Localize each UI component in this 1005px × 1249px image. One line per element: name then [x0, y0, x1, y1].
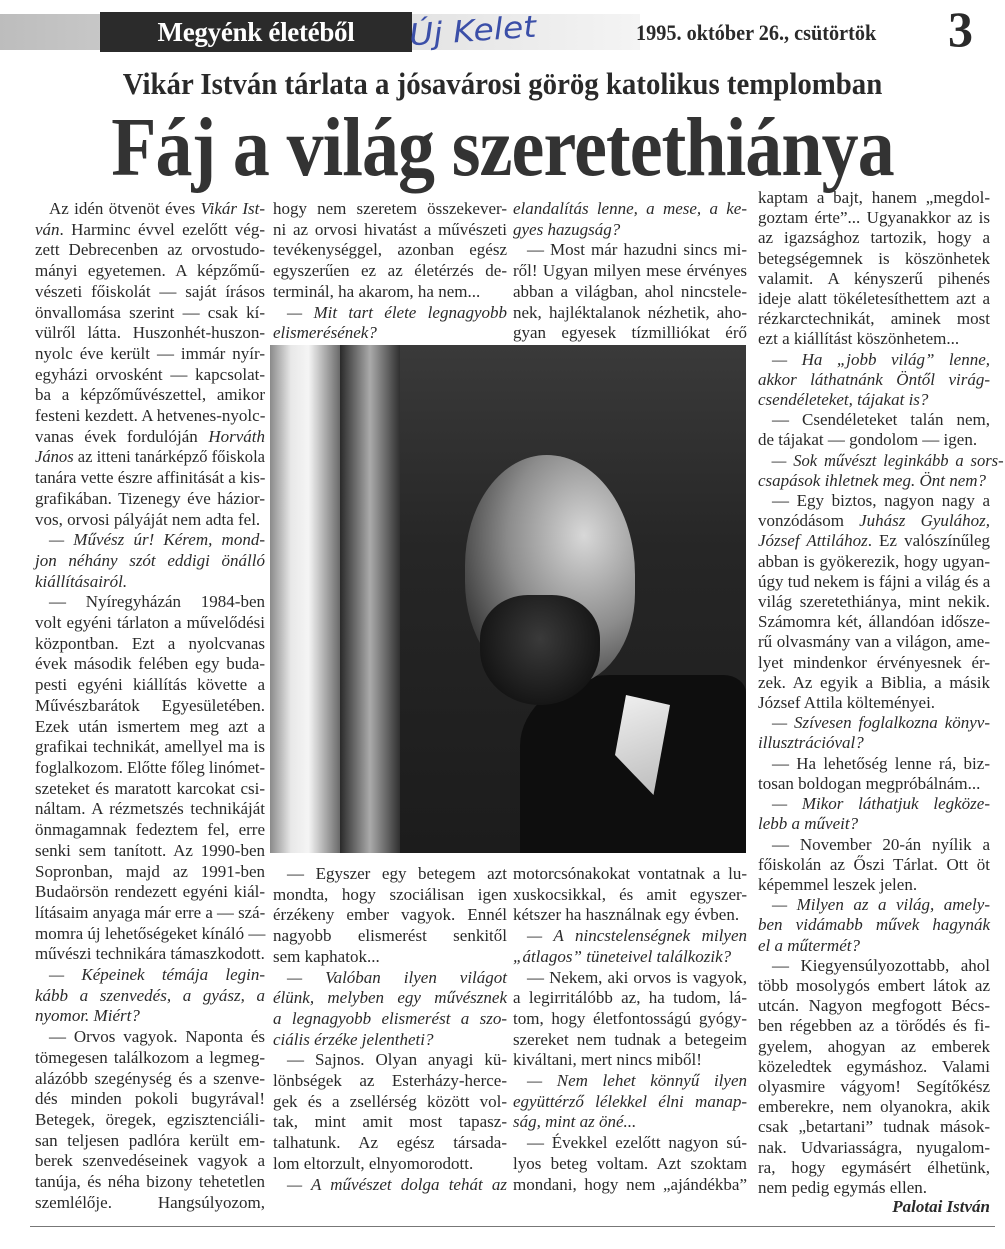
article-text-line: foglalkozom. Előtte főleg linómet- — [35, 757, 266, 777]
article-text-line: kább a szenvedés, a gyász, a — [35, 985, 265, 1005]
article-text-line: xuskocsikkal, és amit egyszer- — [513, 884, 747, 904]
article-text-line: vanas évek fordulóján Horváth — [35, 426, 265, 446]
article-kicker: Vikár István tárlata a jósavárosi görög katolikus templomban — [122, 66, 883, 101]
article-text-line: lyet mindenkor érvényesnek ér- — [758, 652, 990, 672]
article-text-line: szemlélője. Hangsúlyozom, — [35, 1192, 265, 1212]
article-text-line: — A művészet dolga tehát az — [287, 1174, 507, 1194]
article-text-line: dés minden pokoli bugyrával! — [35, 1089, 265, 1109]
article-text-line: tanúja, és néha bizony tehetetlen — [35, 1172, 265, 1192]
italic-name: ván — [35, 219, 60, 239]
article-text-line: ciális érzéke jelentheti? — [273, 1029, 434, 1049]
article-column-2-bottom — [273, 864, 507, 1195]
article-text-line: zett Debrecenben az orvostudo- — [35, 240, 265, 260]
article-text-line: lebb a műveit? — [758, 814, 859, 834]
article-text-line: lításaim anyaga már erre a — szá- — [35, 902, 266, 922]
article-text-line: csapások ihletnek meg. Önt nem? — [758, 470, 987, 490]
article-text-line: tak, mint amit most tapasz- — [273, 1112, 507, 1132]
article-text-line: — Egy biztos, nagyon nagy a — [772, 491, 990, 511]
article-text-line: terminál, ha akarom, ha nem... — [273, 281, 481, 301]
article-text-line: valamit. A kényszerű pihenés — [758, 268, 990, 288]
article-text-line: — Csendéleteket talán nem, — [772, 410, 990, 430]
author-signature: Palotai István — [892, 1197, 990, 1216]
article-text-line: Sopronban, majd az 1991-ben — [35, 861, 265, 881]
article-text-line: — Sajnos. Olyan anyagi kü- — [287, 1050, 507, 1070]
article-text-line: illusztrációval? — [758, 733, 864, 753]
article-text-line: évek második felében egy buda- — [35, 654, 265, 674]
article-text-line: — November 20-án nyílik a — [772, 834, 990, 854]
article-text-line: utcán. Nagyon megfogott Bécs- — [758, 996, 990, 1016]
article-text-line: Ezek után ismertem meg azt a — [35, 716, 265, 736]
article-text-line: vos, orvosi pályáját nem adta fel. — [35, 509, 261, 529]
article-text-line: — Valóban ilyen világot — [287, 967, 507, 987]
article-text-line: Művészbarátok Egyesületében. — [35, 695, 265, 715]
article-text-line: gyes hazugság? — [513, 219, 621, 239]
article-text-line: együttérző lélekkel élni manap- — [513, 1091, 747, 1111]
article-text-line: — Orvos vagyok. Naponta és — [49, 1027, 265, 1047]
article-text-line: kiállításairól. — [35, 571, 128, 591]
italic-name: József Attilához — [758, 531, 868, 551]
article-text-line: József Attilához. Ez valószínűleg — [758, 531, 990, 551]
article-text-line: — Ha lehetőség lenne rá, biz- — [772, 753, 990, 773]
article-text-line: tanára vette észre affinitását a kis- — [35, 468, 266, 488]
article-text-line: vészeti főiskolát — saját írásos — [35, 281, 265, 301]
article-text-line: a legnagyobb elismerést a szo- — [273, 1008, 507, 1028]
article-text-line: kaptam a bajt, hanem „megdol- — [758, 188, 990, 207]
article-text-line: — Most már hazudni sincs mi- — [527, 240, 747, 260]
article-text-line: mányi egyetemen. A képzőmű- — [35, 261, 265, 281]
article-text-line: goztam érte”... Ugyanakkor az is — [758, 208, 990, 228]
article-text-line: alázóbb szegénység és a szenve- — [35, 1068, 265, 1088]
article-text-line: ben régebben az a törődés és fi- — [758, 1016, 990, 1036]
article-text-line: ván. Harminc évvel ezelőtt vég- — [35, 219, 265, 239]
article-text-line: lönbségek az Esterházy-herce- — [273, 1071, 507, 1091]
article-text-line: kétszer ha használnak egy évben. — [513, 905, 740, 925]
article-text-line: san teljesen padlóra került em- — [35, 1130, 265, 1150]
article-column-1 — [35, 199, 265, 1213]
article-column-2-top — [273, 199, 507, 344]
article-text-line: — A nincstelenségnek milyen — [527, 926, 747, 946]
article-text-line: volt egyéni tárlaton a művelődési — [35, 613, 265, 633]
article-text-line: ra, hogy egymásért élhetünk, — [758, 1157, 990, 1177]
page-number: 3 — [948, 1, 973, 57]
article-text-line: nyolc éve került — immár nyír- — [35, 343, 265, 363]
article-text-line: olyasmire vágyom! Segítőkész — [758, 1076, 990, 1096]
article-text-line: Számomra két, állandóan idősze- — [758, 612, 990, 632]
article-text-line: gek és a zsellérség között vol- — [273, 1091, 507, 1111]
article-text-line: tom, hogy életfontosságú gyógy- — [513, 1008, 747, 1028]
article-text-line: grafikában. Tizenegy éve házior- — [35, 488, 265, 508]
article-text-line: — Mit tart élete legnagyobb — [287, 302, 507, 322]
italic-name: Vikár Ist- — [200, 199, 265, 218]
article-column-4 — [758, 188, 1004, 1198]
article-text-line: „átlagos” tüneteivel találkozik? — [513, 946, 732, 966]
article-text-line: világ szeretethiánya, mint nekik. — [758, 592, 990, 612]
article-text-line: érzékeny ember vagyok. Ennél — [273, 905, 507, 925]
italic-name: Horváth — [208, 426, 265, 446]
article-text-line: egyszerűen ez az életérzés de- — [273, 261, 507, 281]
article-text-line: el a műtermét? — [758, 935, 860, 955]
article-text-line: vonzódásom Juhász Gyulához, — [758, 511, 990, 531]
article-text-line: momra új lehetőségeket kínáló — — [35, 923, 266, 943]
article-text-line: sem kaphatok... — [273, 946, 380, 966]
article-text-line: csendéleteket, tájakat is? — [758, 390, 929, 410]
article-text-line: — Kiegyensúlyozottabb, ahol — [772, 955, 990, 975]
article-text-line: — Képeinek témája legin- — [49, 965, 265, 985]
article-text-line: ben vidámabb művek hagynák — [758, 915, 990, 935]
italic-name: János — [35, 447, 74, 467]
article-text-line: elandalítás lenne, a mese, a ke- — [513, 199, 747, 218]
italic-name: Juhász Gyulához, — [859, 511, 990, 531]
article-text-line: Betegek, öregek, egzisztenciáli- — [35, 1109, 265, 1129]
article-column-3-bottom — [513, 864, 747, 1195]
article-text-line: közeledtek egymáshoz. Valami — [758, 1056, 990, 1076]
article-text-line: betegségemnek is köszönhetek — [758, 248, 990, 268]
article-text-line: nyomor. Miért? — [35, 1006, 140, 1026]
article-text-line: kiváltani, mert nincs miből! — [513, 1050, 702, 1070]
article-text-line: tosan boldogan megpróbálnám... — [758, 773, 981, 793]
issue-date: 1995. október 26., csütörtök — [636, 20, 877, 45]
article-text-line: egyházi orvosként — kapcsolat- — [35, 364, 265, 384]
article-text-line: ba a képzőművészettel, amikor — [35, 385, 265, 405]
article-text-line: gyelem, ahogyan az emberek — [758, 1036, 990, 1056]
article-text-line: — Nem lehet könnyű ilyen — [527, 1071, 747, 1091]
article-text-line: úgy tud nekem is fájni a világ és a — [758, 571, 991, 591]
article-text-line: szeteket és maratott karcokat csi- — [35, 778, 265, 798]
article-text-line: — Évekkel ezelőtt nagyon sú- — [527, 1133, 747, 1153]
column-divider-bottom — [30, 1226, 995, 1227]
portrait-photo — [270, 345, 746, 853]
article-text-line: ni az orvosi hivatást a művészeti — [273, 219, 507, 239]
article-text-line: festeni kezdett. A hetvenes-nyolc- — [35, 406, 266, 426]
article-text-line: abban is gyökerezik, hogy ugyan- — [758, 551, 990, 571]
article-text-line: motorcsónakokat vontatnak a lu- — [513, 864, 747, 883]
article-text-line: rézkarctechnikát, aminek most — [758, 309, 990, 329]
article-text-line: csak „betartani” tudnak mások- — [758, 1117, 990, 1137]
article-text-line: — Egyszer egy betegem azt — [287, 864, 507, 883]
article-text-line: mondani, hogy nem „ajándékba” — [513, 1174, 747, 1194]
article-text-line: szereket nem tudnak a betegeim — [513, 1029, 747, 1049]
article-text-line: ről! Ugyan milyen mese érvényes — [513, 261, 747, 281]
article-text-line: nak. Udvariasságra, nyugalom- — [758, 1137, 990, 1157]
article-text-line: vülről látta. Huszonhét-huszon- — [35, 323, 265, 343]
article-text-line: talhatunk. Az egész társada- — [273, 1133, 507, 1153]
article-text-line: zek. Az egyik a Biblia, a másik — [758, 672, 990, 692]
article-text-line: jon néhány szót eddigi önálló — [35, 550, 265, 570]
article-text-line: lyos beteg voltam. Azt szoktam — [513, 1153, 747, 1173]
article-text-line: — Nekem, aki orvos is vagyok, — [527, 967, 747, 987]
article-text-line: emberekre, nem olyanokra, akik — [758, 1097, 990, 1117]
article-text-line: pesti egyéni kiállítás követte a — [35, 675, 265, 695]
article-column-3-top — [513, 199, 747, 344]
article-text-line: — Milyen az a világ, amely- — [772, 895, 990, 915]
article-text-line: József Attila költeményei. — [758, 693, 936, 713]
article-text-line: — Ha „jobb világ” lenne, — [772, 349, 990, 369]
article-text-line: Az idén ötvenöt éves Vikár Ist- — [49, 199, 265, 218]
article-text-line: — Mikor láthatjuk legköze- — [772, 794, 990, 814]
article-text-line: rű olvasmány van a világon, ame- — [758, 632, 990, 652]
article-text-line: nagyobb elismerést senkitől — [273, 926, 507, 946]
article-text-line: gyan egyesek tízmilliókat érő — [513, 323, 747, 343]
article-text-line: önmagamnak fedeztem fel, erre — [35, 820, 265, 840]
article-text-line: ideje alatt tökéletesíthettem azt a — [758, 289, 990, 309]
article-text-line: főiskolán az Őszi Tárlat. Ott öt — [758, 854, 990, 874]
article-text-line: — Művész úr! Kérem, mond- — [49, 530, 265, 550]
article-text-line: művészi technikára támaszkodott. — [35, 944, 265, 964]
article-text-line: — Szívesen foglalkozna könyv- — [772, 713, 990, 733]
article-text-line: több mosolygós embert látok az — [758, 975, 990, 995]
article-text-line: ezt a kiállítást köszönhetem... — [758, 329, 960, 349]
article-text-line: — Nyíregyházán 1984-ben — [49, 592, 265, 612]
article-text-line: elismerésének? — [273, 323, 377, 343]
article-text-line: nem pedig egymás ellen. — [758, 1177, 928, 1197]
article-text-line: a legirritálóbb az, ha tudom, lá- — [513, 988, 747, 1008]
article-text-line: berek szenvedéseinek vagyok a — [35, 1151, 265, 1171]
article-headline: Fáj a világ szeretethiánya — [111, 101, 894, 194]
section-title: Megyénk életéből — [100, 12, 412, 52]
article-text-line: János az itteni tanárképző főiskola — [35, 447, 266, 467]
article-text-line: önvallomása szerint — csak kí- — [35, 302, 265, 322]
article-text-line: senki sem tanított. Az 1990-ben — [35, 840, 265, 860]
article-text-line: — Sok művészt leginkább a sors- — [771, 450, 1004, 470]
article-text-line: náltam. A rézmetszés technikáját — [35, 799, 265, 819]
article-text-line: de tájakat — gondolom — igen. — [758, 430, 978, 450]
article-text-line: nek, hajléktalanok nézhetik, aho- — [513, 302, 747, 322]
article-text-line: Budaörsön rendezett egyéni kiál- — [35, 882, 265, 902]
article-text-line: tevékenységgel, azonban egész — [273, 240, 507, 260]
article-text-line: tömegesen találkozom a legmeg- — [35, 1047, 265, 1067]
article-text-line: abban a világban, ahol nincstele- — [513, 281, 747, 301]
article-text-line: mondta, hogy szociálisan igen — [273, 884, 507, 904]
article-text-line: grafikai technikát, amellyel ma is — [35, 737, 265, 757]
article-text-line: ság, mint az öné... — [513, 1112, 637, 1132]
handwritten-note: Új Kelet — [408, 9, 538, 54]
article-text-line: akkor láthatnánk Öntől virág- — [758, 369, 990, 389]
article-text-line: élünk, melyben egy művésznek — [273, 988, 507, 1008]
article-text-line: lom eltorzult, elnyomorodott. — [273, 1153, 474, 1173]
article-text-line: központban. Ezt a nyolcvanas — [35, 633, 265, 653]
article-text-line: az igazsághoz tartozik, hogy a — [758, 228, 990, 248]
article-text-line: hogy nem szeretem összekever- — [273, 199, 507, 218]
article-text-line: képemmel leszek jelen. — [758, 874, 918, 894]
